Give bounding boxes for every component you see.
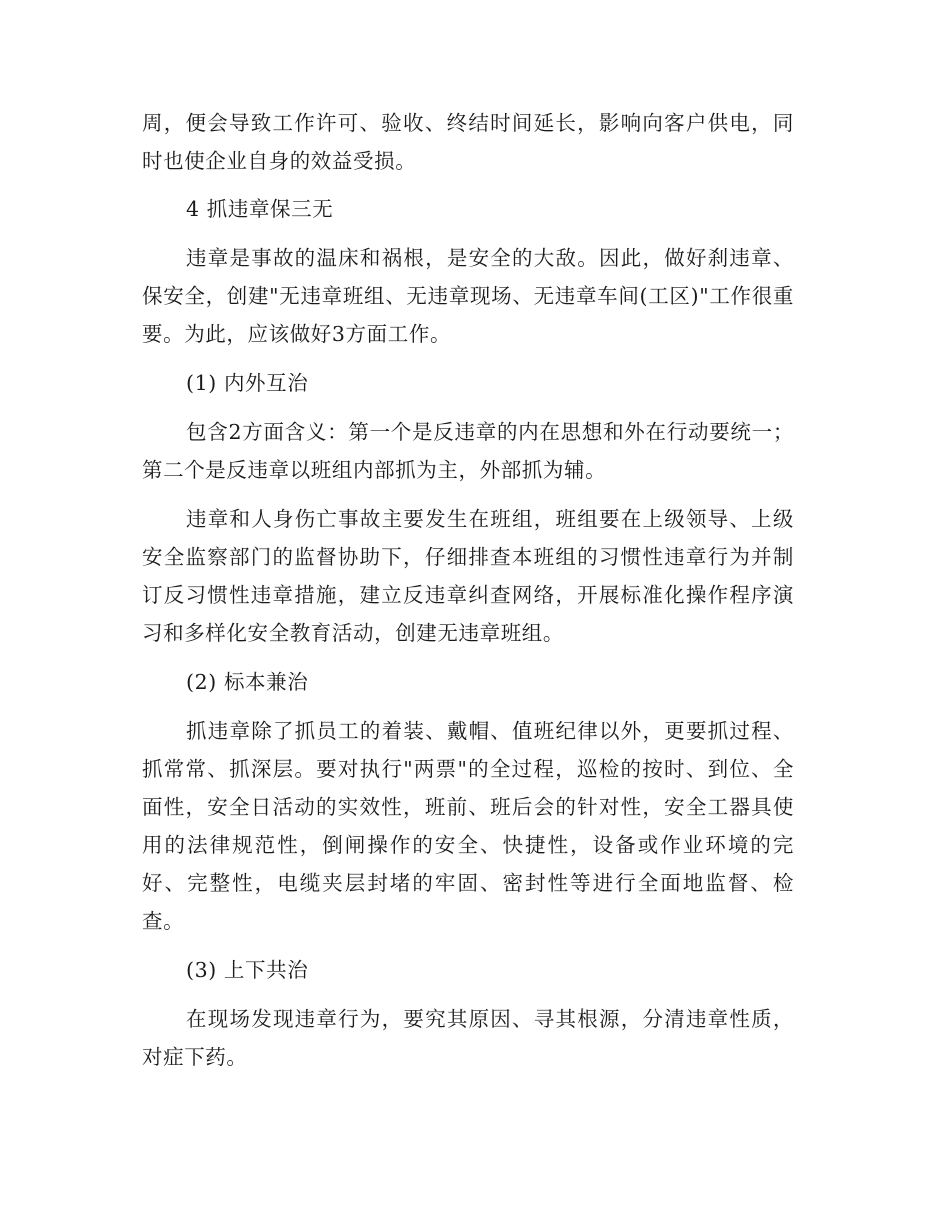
paragraph-continuation: 周，便会导致工作许可、验收、终结时间延长，影响向客户供电，同时也使企业自身的效益受损。 xyxy=(142,111,794,173)
paragraph-team-safety: 违章和人身伤亡事故主要发生在班组，班组要在上级领导、上级安全监察部门的监督协助下，仔细排查本班组的习惯性违章行为并制订反习惯性违章措施，建立反违章纠查网络，开展标准化操作程序演习和多样化安全教育活动，创建无违章班组。 xyxy=(142,507,794,645)
subheading-internal-external: (1) 内外互治 xyxy=(186,371,309,395)
paragraph-two-meanings: 包含2方面含义：第一个是反违章的内在思想和外在行动要统一；第二个是反违章以班组内部抓为主，外部抓为辅。 xyxy=(142,420,794,482)
subheading-top-down: (3) 上下共治 xyxy=(186,958,309,982)
paragraph-process-supervision: 抓违章除了抓员工的着装、戴帽、值班纪律以外，更要抓过程、抓常常、抓深层。要对执行"两票"的全过程，巡检的按时、到位、全面性，安全日活动的实效性，班前、班后会的针对性，安全工器具使用的法律规范性，倒闸操作的安全、快捷性，设备或作业环境的完好、完整性，电缆夹层封堵的牢固、密封性等进行全面地监督、检查。 xyxy=(142,719,794,933)
paragraph-violation-intro: 违章是事故的温床和祸根，是安全的大敌。因此，做好刹违章、保安全，创建"无违章班组、无违章现场、无违章车间(工区)"工作很重要。为此，应该做好3方面工作。 xyxy=(142,246,794,346)
paragraph-root-cause: 在现场发现违章行为，要究其原因、寻其根源，分清违章性质，对症下药。 xyxy=(142,1007,794,1069)
subheading-root-and-symptom: (2) 标本兼治 xyxy=(186,670,309,694)
section-heading-4: 4 抓违章保三无 xyxy=(186,197,334,221)
document-page xyxy=(142,104,794,1076)
